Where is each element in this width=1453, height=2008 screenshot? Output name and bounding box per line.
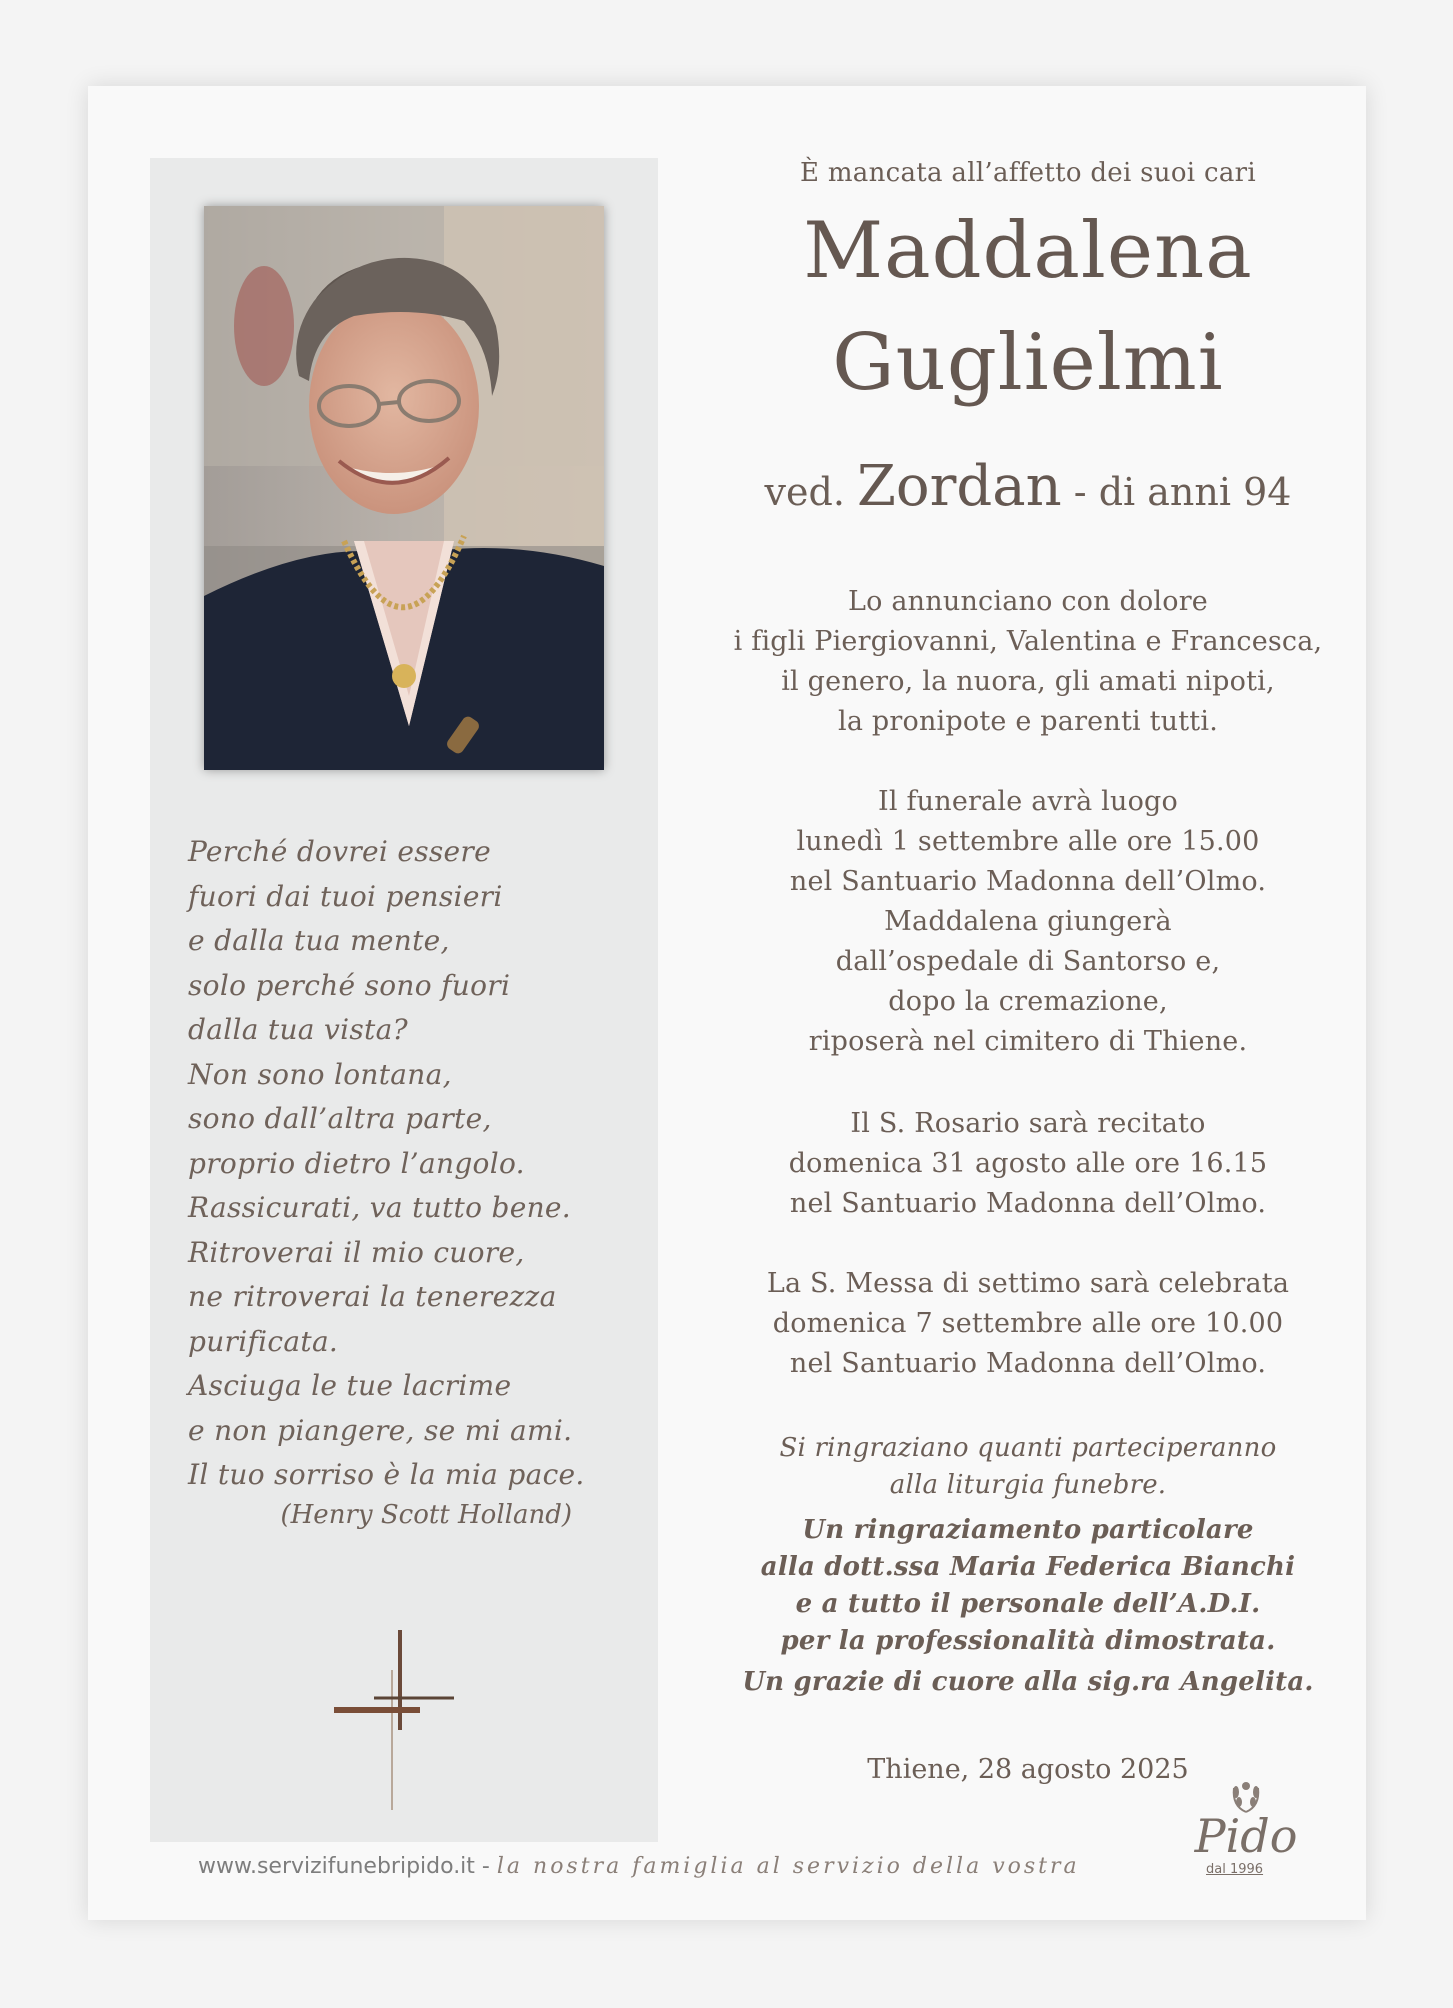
poem-line: purificata. xyxy=(188,1324,339,1358)
special-thanks-line: per la professionalità dimostrata. xyxy=(780,1626,1276,1656)
funeral-line: lunedì 1 settembre alle ore 15.00 xyxy=(796,826,1260,857)
funeral-block xyxy=(708,782,1348,1062)
brand-since: dal 1996 xyxy=(1206,1862,1264,1877)
poem-line: sono dall’altra parte, xyxy=(188,1102,492,1135)
portrait-photo xyxy=(204,206,604,770)
married-name-line xyxy=(708,454,1348,519)
poem-line: Rassicurati, va tutto bene. xyxy=(188,1191,571,1224)
first-name: Maddalena xyxy=(803,206,1253,296)
thanks-block xyxy=(708,1430,1348,1504)
poem-line: solo perché sono fuori xyxy=(188,968,511,1002)
funeral-line: dopo la cremazione, xyxy=(888,986,1168,1017)
cross-icon xyxy=(334,1630,454,1810)
special-thanks-block xyxy=(708,1512,1348,1660)
poem-line: e non piangere, se mi ami. xyxy=(188,1413,573,1447)
family-line: il genero, la nuora, gli amati nipoti, xyxy=(781,666,1275,697)
family-line: i figli Piergiovanni, Valentina e Francesca, xyxy=(733,626,1323,657)
poem-line: Perché dovrei essere xyxy=(188,835,491,868)
age-text: - di anni 94 xyxy=(1073,470,1292,514)
brand-name: Pido xyxy=(1194,1809,1298,1863)
obituary-card xyxy=(88,86,1366,1920)
dateline: Thiene, 28 agosto 2025 xyxy=(867,1754,1189,1785)
funeral-line: Maddalena giungerà xyxy=(884,906,1172,937)
footer-slogan: la nostra famiglia al servizio della vostra xyxy=(496,1854,1080,1879)
intro-text: È mancata all’affetto dei suoi cari xyxy=(799,158,1256,188)
family-line: la pronipote e parenti tutti. xyxy=(838,706,1218,737)
rosary-line: nel Santuario Madonna dell’Olmo. xyxy=(789,1188,1267,1219)
poem-line: Il tuo sorriso è la mia pace. xyxy=(188,1458,585,1491)
family-block xyxy=(708,582,1348,742)
poem-author: (Henry Scott Holland) xyxy=(280,1500,572,1530)
rosary-block xyxy=(708,1104,1348,1224)
thanks-line: alla liturgia funebre. xyxy=(889,1470,1167,1500)
poem xyxy=(188,830,628,1498)
mass-line: domenica 7 settembre alle ore 10.00 xyxy=(772,1308,1284,1339)
final-thanks: Un grazie di cuore alla sig.ra Angelita. xyxy=(742,1667,1314,1697)
portrait-image xyxy=(204,206,604,770)
brand-logo xyxy=(1186,1778,1306,1888)
website-link[interactable]: www.servizifunebripido.it xyxy=(198,1854,475,1879)
sidebar-panel xyxy=(150,158,658,1842)
poem-line: proprio dietro l’angolo. xyxy=(188,1146,525,1180)
family-line: Lo annunciano con dolore xyxy=(848,586,1208,617)
poem-line: Ritroverai il mio cuore, xyxy=(188,1235,525,1269)
special-thanks-line: alla dott.ssa Maria Federica Bianchi xyxy=(760,1552,1296,1582)
footer xyxy=(198,1854,1080,1879)
special-thanks-line: Un ringraziamento particolare xyxy=(802,1515,1254,1545)
mass-line: nel Santuario Madonna dell’Olmo. xyxy=(789,1348,1267,1379)
funeral-line: dall’ospedale di Santorso e, xyxy=(835,946,1221,977)
poem-line: fuori dai tuoi pensieri xyxy=(188,879,503,913)
poem-line: Asciuga le tue lacrime xyxy=(188,1369,512,1402)
poem-line: ne ritroverai la tenerezza xyxy=(188,1280,557,1313)
poem-line: Non sono lontana, xyxy=(188,1057,452,1091)
ved-prefix: ved. xyxy=(764,470,845,514)
rosary-line: domenica 31 agosto alle ore 16.15 xyxy=(788,1148,1268,1179)
funeral-line: riposerà nel cimitero di Thiene. xyxy=(808,1026,1248,1057)
mass-block xyxy=(708,1264,1348,1384)
mass-line: La S. Messa di settimo sarà celebrata xyxy=(766,1268,1290,1299)
last-name: Guglielmi xyxy=(832,318,1224,408)
poem-line: dalla tua vista? xyxy=(188,1013,408,1046)
footer-separator: - xyxy=(474,1854,497,1879)
thanks-line: Si ringraziano quanti parteciperanno xyxy=(779,1433,1277,1463)
married-name: Zordan xyxy=(857,454,1062,519)
funeral-line: Il funerale avrà luogo xyxy=(878,786,1178,817)
funeral-line: nel Santuario Madonna dell’Olmo. xyxy=(789,866,1267,897)
special-thanks-line: e a tutto il personale dell’A.D.I. xyxy=(795,1589,1261,1619)
rosary-line: Il S. Rosario sarà recitato xyxy=(850,1108,1206,1139)
poem-line: e dalla tua mente, xyxy=(188,924,450,957)
